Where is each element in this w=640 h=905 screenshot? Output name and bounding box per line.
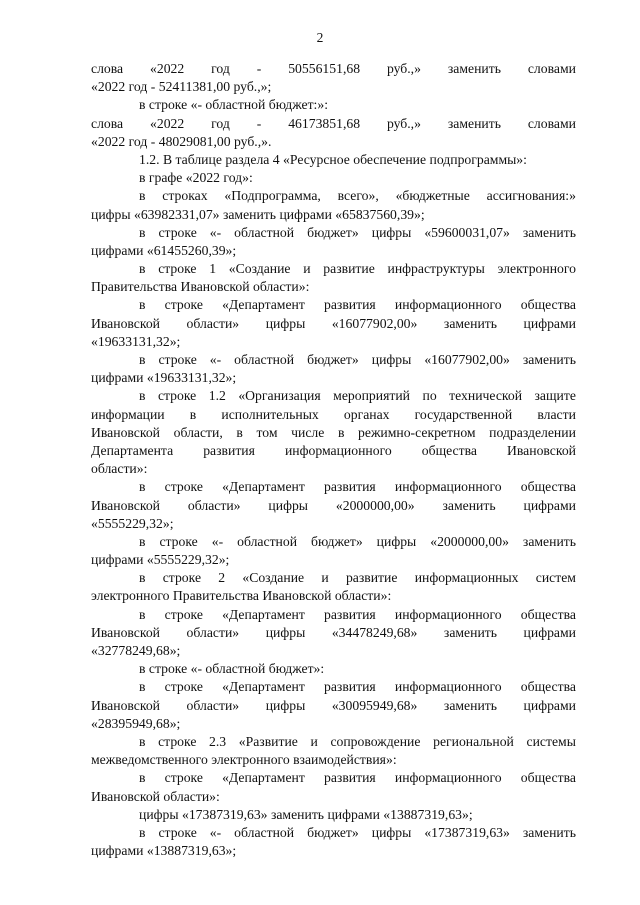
word: и — [310, 733, 318, 749]
word: руб.,» — [386, 61, 421, 76]
word: органах — [343, 406, 390, 422]
text-line: в строке «- областной бюджет:»: — [139, 97, 329, 113]
word: «Организация — [238, 388, 321, 404]
word: строке — [158, 824, 197, 840]
word: региональной — [433, 733, 514, 749]
word: развития — [324, 479, 376, 495]
word: и — [321, 570, 329, 586]
text-line — [91, 606, 576, 624]
word: 1 — [209, 261, 217, 277]
text-line — [91, 387, 576, 405]
word: «Департамент — [222, 297, 305, 313]
word: мероприятий — [333, 388, 411, 404]
word: цифрами — [523, 624, 576, 640]
word: строке — [164, 297, 203, 313]
word: «Развитие — [238, 733, 298, 749]
word: ассигнования:» — [486, 188, 576, 204]
word: по — [422, 388, 437, 404]
word: информационного — [394, 606, 502, 622]
word: области» — [186, 697, 240, 713]
word: строке — [158, 352, 197, 367]
word: слова — [91, 61, 124, 76]
word: информационного — [394, 479, 502, 495]
word: руб.,» — [386, 115, 421, 131]
text-line: «2022 год - 52411381,00 руб.,»; — [91, 79, 272, 95]
word: заменить — [447, 61, 501, 76]
word: Ивановской — [91, 424, 160, 440]
text-line: цифрами «19633131,32»; — [91, 370, 237, 386]
word: год — [211, 61, 230, 76]
word: режимно-секретном — [358, 424, 476, 440]
word: подразделении — [489, 424, 576, 440]
word: заменить — [447, 115, 501, 131]
word: «Департамент — [222, 679, 305, 695]
word: цифры — [265, 315, 306, 331]
text-line — [91, 497, 576, 515]
word: год — [211, 115, 230, 131]
word: системы — [526, 733, 576, 749]
word: «2000000,00» — [430, 533, 509, 549]
word: областной — [234, 824, 295, 840]
text-line — [91, 824, 576, 842]
text-line: «5555229,32»; — [91, 515, 174, 531]
word: в — [337, 424, 345, 440]
text-line: межведомственного электронного взаимодействия»: — [91, 752, 397, 768]
text-line: области»: — [91, 461, 148, 477]
word: «Департамент — [222, 606, 305, 622]
word: цифры — [268, 497, 308, 513]
word: в — [139, 479, 146, 495]
word: заменить — [522, 533, 576, 549]
word: развитие — [323, 261, 375, 277]
word: области, — [173, 424, 223, 440]
word: области» — [187, 497, 241, 513]
text-line: Правительства Ивановской области»: — [91, 279, 310, 295]
word: в — [139, 570, 146, 586]
word: цифры — [265, 624, 306, 640]
word: заменить — [522, 224, 576, 240]
word: и — [303, 261, 311, 277]
text-line: в строке «- областной бюджет»: — [139, 661, 325, 677]
word: цифры — [265, 697, 306, 713]
text-line — [91, 115, 576, 133]
word: строке — [158, 224, 197, 240]
word: «59600031,07» — [424, 224, 510, 240]
text-line: электронного Правительства Ивановской области»: — [91, 588, 392, 604]
word: цифрами — [523, 697, 576, 713]
word: цифры — [371, 224, 412, 240]
word: информационного — [394, 679, 502, 695]
word: развитие — [345, 570, 398, 586]
word: в — [139, 188, 146, 204]
word: заменить — [522, 352, 576, 367]
word: заменить — [443, 697, 497, 713]
word: областной — [234, 224, 295, 240]
word: строке — [164, 679, 203, 695]
text-line: «19633131,32»; — [91, 333, 181, 349]
word: в — [139, 388, 146, 404]
word: цифры — [371, 352, 412, 367]
text-line — [91, 260, 576, 278]
text-line — [91, 678, 576, 696]
word: области» — [186, 315, 240, 331]
text-line — [91, 315, 576, 333]
text-line — [91, 224, 576, 242]
word: «Департамент — [222, 770, 305, 786]
word: том — [256, 424, 278, 440]
word: в — [189, 406, 197, 422]
word: в — [139, 352, 146, 367]
text-line — [91, 187, 576, 205]
text-line: «32778249,68»; — [91, 643, 181, 658]
word: «2022 — [150, 115, 185, 131]
word: «Департамент — [222, 479, 305, 495]
word: «17387319,63» — [424, 824, 510, 840]
word: общества — [520, 770, 576, 786]
text-line — [91, 769, 576, 787]
word: цифры — [376, 533, 417, 549]
word: информационного — [394, 297, 502, 313]
word: «34478249,68» — [331, 624, 418, 640]
word: Ивановской — [507, 442, 576, 458]
word: в — [236, 424, 243, 440]
word: «- — [209, 224, 222, 240]
word: словами — [527, 61, 576, 76]
word: власти — [537, 406, 576, 422]
word: развития — [203, 442, 255, 458]
word: систем — [535, 570, 576, 586]
text-line: цифры «63982331,07» заменить цифрами «65837560,39»; — [91, 206, 425, 222]
word: 2.3 — [209, 733, 227, 749]
word: развития — [324, 606, 376, 622]
word: Департамента — [91, 442, 174, 458]
text-line — [91, 697, 576, 715]
word: области» — [186, 624, 240, 640]
word: общества — [520, 479, 576, 495]
word: в — [139, 770, 146, 786]
word: заменить — [443, 315, 497, 331]
word: заменить — [522, 824, 576, 840]
word: в — [139, 224, 146, 240]
text-line: цифры «17387319,63» заменить цифрами «13887319,63»; — [139, 806, 473, 822]
word: развития — [324, 297, 376, 313]
word: Ивановской — [91, 497, 160, 513]
word: общества — [520, 606, 576, 622]
text-line — [91, 733, 576, 751]
word: строке — [162, 570, 202, 586]
word: информационных — [414, 570, 519, 586]
word: цифры — [371, 824, 412, 840]
text-line: цифрами «13887319,63»; — [91, 843, 237, 859]
word: заменить — [442, 497, 496, 513]
word: слова — [91, 115, 124, 131]
text-line: «28395949,68»; — [91, 715, 181, 731]
word: «Подпрограмма, — [224, 188, 321, 204]
word: строке — [158, 261, 197, 277]
word: общества — [421, 442, 477, 458]
text-line: цифрами «61455260,39»; — [91, 242, 237, 258]
word: «- — [211, 533, 224, 549]
word: строке — [158, 733, 197, 749]
word: 1.2 — [208, 388, 226, 404]
text-line — [91, 569, 576, 587]
word: государственной — [414, 406, 513, 422]
word: общества — [520, 679, 576, 695]
word: в — [139, 824, 146, 840]
word: числе — [291, 424, 325, 440]
text-line: «2022 год - 48029081,00 руб.,». — [91, 133, 272, 149]
word: строках — [162, 188, 208, 204]
word: Ивановской — [91, 697, 160, 713]
word: технической — [449, 388, 523, 404]
word: «Создание — [242, 570, 305, 586]
word: строке — [164, 606, 203, 622]
text-line: цифрами «5555229,32»; — [91, 552, 230, 568]
word: исполнительных — [221, 406, 319, 422]
page-number: 2 — [316, 30, 324, 45]
word: «2022 — [150, 61, 185, 76]
word: бюджет» — [307, 224, 359, 240]
word: сопровождение — [330, 733, 421, 749]
word: всего», — [337, 188, 379, 204]
word: общества — [520, 297, 576, 313]
word: в — [139, 733, 146, 749]
word: заменить — [443, 624, 497, 640]
word: словами — [527, 115, 576, 131]
word: Ивановской — [91, 624, 160, 640]
document-body — [91, 60, 576, 860]
text-line: в графе «2022 год»: — [139, 170, 253, 186]
text-line — [91, 424, 576, 442]
word: в — [139, 297, 146, 313]
word: электронного — [497, 261, 576, 277]
word: защите — [534, 388, 576, 404]
word: цифрами — [523, 315, 576, 331]
word: - — [256, 61, 262, 76]
word: областной — [234, 352, 295, 367]
word: «бюджетные — [395, 188, 470, 204]
word: «30095949,68» — [331, 697, 418, 713]
word: «16077902,00» — [331, 315, 418, 331]
word: строке — [157, 388, 197, 404]
word: - — [256, 115, 262, 131]
word: строке — [164, 770, 203, 786]
word: развития — [324, 770, 376, 786]
word: «16077902,00» — [424, 352, 510, 367]
word: областной — [237, 533, 298, 549]
word: бюджет» — [307, 824, 359, 840]
text-line — [91, 60, 576, 78]
word: в — [139, 679, 146, 695]
word: в — [139, 533, 146, 549]
text-line — [91, 351, 576, 369]
word: информационного — [394, 770, 502, 786]
word: бюджет» — [307, 352, 359, 367]
text-line — [91, 624, 576, 642]
text-line — [91, 296, 576, 314]
word: в — [139, 606, 146, 622]
text-line — [91, 442, 576, 460]
word: Ивановской — [91, 315, 160, 331]
word: «2000000,00» — [335, 497, 415, 513]
word: информационного — [284, 442, 392, 458]
word: строке — [164, 479, 203, 495]
word: 46173851,68 — [288, 115, 361, 131]
word: информации — [91, 406, 165, 422]
word: цифрами — [523, 497, 576, 513]
text-line — [91, 406, 576, 424]
word: «- — [209, 824, 222, 840]
word: развития — [324, 679, 376, 695]
text-line: Ивановской области»: — [91, 788, 220, 804]
word: 2 — [218, 570, 226, 586]
word: бюджет» — [311, 533, 363, 549]
word: «- — [209, 352, 222, 367]
text-line — [91, 533, 576, 551]
text-line: 1.2. В таблице раздела 4 «Ресурсное обеспечение подпрограммы»: — [139, 151, 527, 167]
text-line — [91, 478, 576, 496]
word: в — [139, 261, 146, 277]
word: строке — [159, 533, 198, 549]
word: инфраструктуры — [387, 261, 485, 277]
word: «Создание — [228, 261, 291, 277]
word: 50556151,68 — [288, 61, 361, 76]
